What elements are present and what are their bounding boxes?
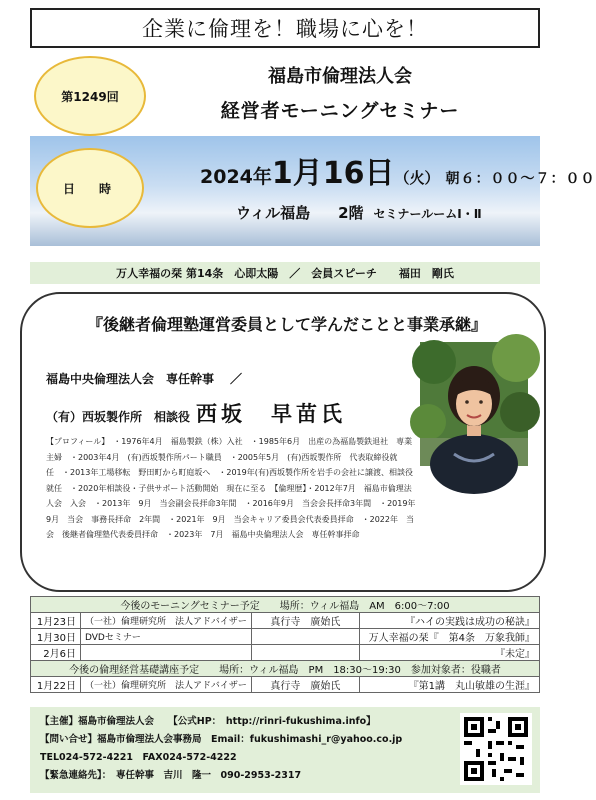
schedule-header-course-text: 今後の倫理経営基礎講座予定 場所：ウィル福島 PM 18:30～19:30 参加対象者：役職者 [31, 661, 540, 677]
schedule-header-morning [31, 597, 540, 613]
speaker-name: 西坂 早苗氏 [196, 402, 347, 426]
schedule-org [81, 645, 252, 661]
footer-tel-fax: TEL024-572-4221 FAX024-572-4222 [40, 752, 237, 763]
speaker-photo [420, 342, 528, 466]
schedule-table [30, 596, 540, 693]
talk-title: 『後継者倫理塾運営委員として学んだことと事業承継』 [86, 315, 487, 334]
seminar-name: 経営者モーニングセミナー [220, 100, 460, 122]
header-area [0, 52, 596, 252]
qr-code-icon[interactable] [460, 713, 532, 785]
issue-badge: 第1249回 [34, 56, 146, 136]
venue-room: セミナールームⅠ・Ⅱ [373, 207, 482, 221]
event-month-day: 1月16日 [271, 156, 395, 191]
speaker-name-line [46, 398, 346, 428]
schedule-topic: 万人幸福の栞『 第4条 万象我師』 [359, 629, 539, 645]
event-date [200, 148, 596, 192]
speaker-section [20, 292, 546, 592]
event-year: 2024年 [200, 166, 272, 188]
table-row [31, 629, 540, 645]
venue-floor: 2階 [338, 204, 364, 222]
schedule-speaker: 真行寺 廣始氏 [251, 677, 359, 693]
event-weekday: （火） [394, 169, 440, 187]
schedule-speaker [251, 645, 359, 661]
date-label-badge: 日 時 [36, 148, 144, 228]
schedule-org: （一社）倫理研究所 法人アドバイザー [81, 677, 252, 693]
schedule-date: 1月23日 [31, 613, 81, 629]
schedule-date: 1月30日 [31, 629, 81, 645]
schedule-topic: 『ハイの実践は成功の秘訣』 [359, 613, 539, 629]
schedule-topic: 『第1講 丸山敏雄の生涯』 [359, 677, 539, 693]
slogan-banner: 企業に倫理を！職場に心を！ [30, 8, 540, 48]
schedule-header-course [31, 661, 540, 677]
schedule-date: 1月22日 [31, 677, 81, 693]
speaker-photo-image [420, 342, 528, 466]
schedule-date: 2月6日 [31, 645, 81, 661]
qr-code-graphic [460, 713, 532, 785]
proverb-bar: 万人幸福の栞 第14条 心即太陽 ／ 会員スピーチ 福田 剛氏 [30, 262, 540, 284]
affiliation-slash: ／ [230, 372, 243, 386]
schedule-speaker: 真行寺 廣始氏 [251, 613, 359, 629]
speaker-profile: 【プロフィール】 ・1976年4月 福島製鉄（株）入社 ・1985年6月 出産の為福島製鉄退社 専業主婦 ・2003年4月 (有)西坂製作所パート職員 ・2005年5月 (有)西坂製作所 代表取締役就任 ・2013年工場移転 野田町から町庭坂へ ・2019年(有)西坂製作所を岩手の会社に譲渡、相談役就任 ・2020年相談役・子供サポート活動開始 現在に至る 【倫理歴】・2012年7月 福島市倫理法人会 入会 ・2013年 9月 当会副会長拝命3年間 ・2016年9月 当会会長拝命3年間 ・2019年 9月 当会 事務長拝命 2年間 ・2021年 9月 当会キャリア委員会代表委員拝命 ・2022年 当会 後継者倫理塾代表委員拝命 ・2023年 7月 福島中央倫理法人会 専任幹事拝命 [46, 437, 424, 539]
venue-name: ウィル福島 [236, 204, 311, 222]
speaker-affiliation-text: 福島中央倫理法人会 専任幹事 [46, 372, 215, 386]
schedule-org: （一社）倫理研究所 法人アドバイザー [81, 613, 252, 629]
event-time: 朝６：００～７：００ [445, 171, 596, 187]
org-name: 福島市倫理法人会 [268, 66, 412, 87]
footer-contact [30, 707, 540, 793]
table-row [31, 677, 540, 693]
speaker-company: （有）西坂製作所 相談役 [46, 410, 191, 424]
schedule-org: DVDセミナー [81, 629, 252, 645]
schedule-header-morning-text: 今後のモーニングセミナー予定 場所：ウィル福島 AM 6:00～7:00 [31, 597, 540, 613]
table-row [31, 645, 540, 661]
footer-emergency: 【緊急連絡先】： 専任幹事 吉川 隆一 090-2953-2317 [40, 770, 302, 781]
event-venue [236, 202, 482, 223]
schedule-topic: 『未定』 [359, 645, 539, 661]
footer-contact-email: 【問い合せ】福島市倫理法人会事務局 Email：fukushimashi_r@yahoo.co.jp [40, 734, 403, 745]
schedule-speaker [251, 629, 359, 645]
speaker-affiliation [46, 370, 242, 387]
table-row [31, 613, 540, 629]
footer-sponsor: 【主催】福島市倫理法人会 【公式HP： http://rinri-fukushima.info】 [40, 716, 376, 727]
